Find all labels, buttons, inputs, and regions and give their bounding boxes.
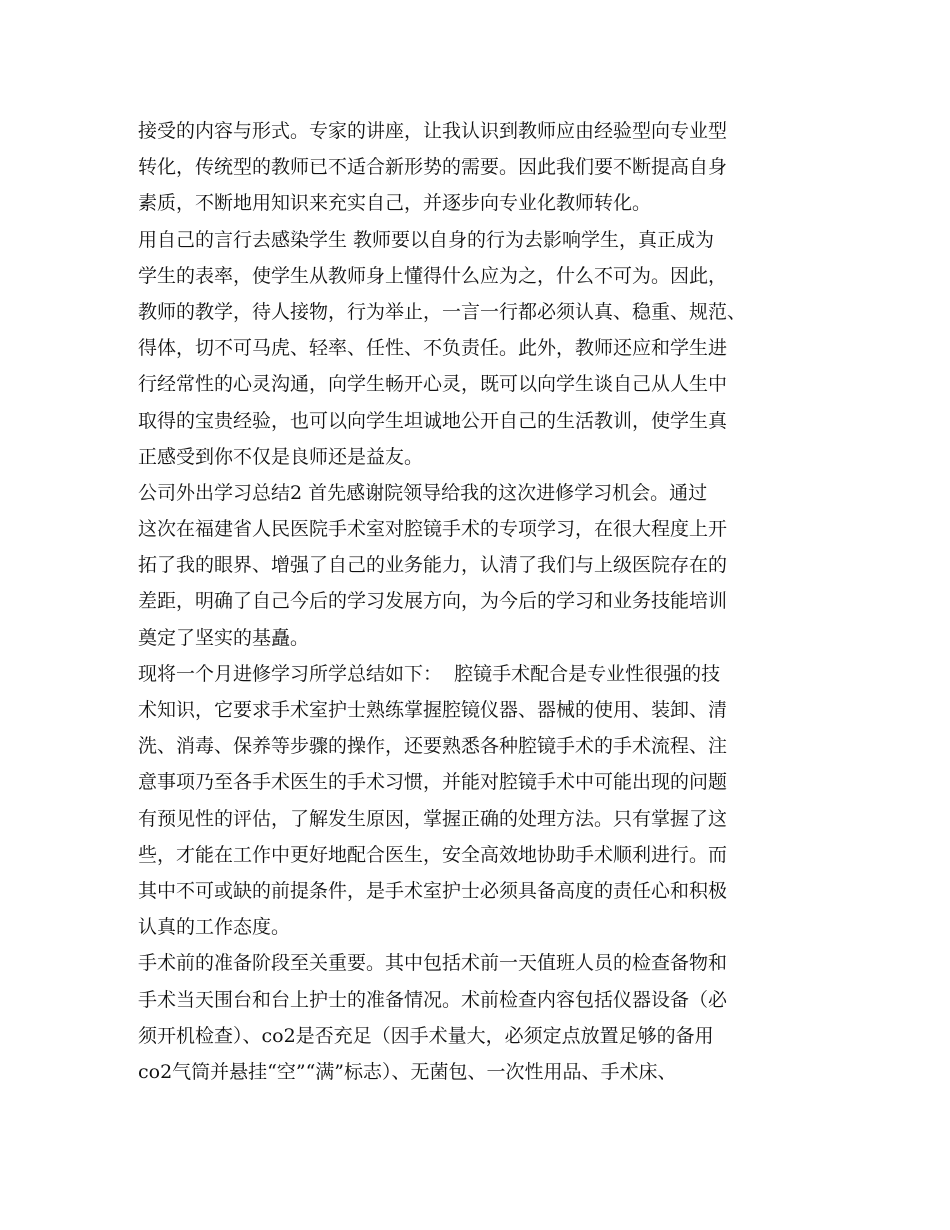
text-line: 手术当天围台和台上护士的准备情况。术前检查内容包括仪器设备（必: [138, 988, 728, 1011]
document-body: [138, 113, 838, 1090]
paragraph: [138, 945, 838, 1090]
paragraph: [138, 113, 838, 222]
text-line: 有预见性的评估，了解发生原因，掌握正确的处理方法。只有掌握了这: [138, 807, 728, 830]
text-line: 正感受到你不仅是良师还是益友。: [138, 445, 424, 468]
text-line: 这次在福建省人民医院手术室对腔镜手术的专项学习，在很大程度上开: [138, 518, 728, 541]
text-line: 洗、消毒、保养等步骤的操作，还要熟悉各种腔镜手术的手术流程、注: [138, 735, 728, 758]
text-line: 现将一个月进修学习所学总结如下： 腔镜手术配合是专业性很强的技: [138, 662, 721, 685]
text-line: 意事项乃至各手术医生的手术习惯，并能对腔镜手术中可能出现的问题: [138, 771, 728, 794]
text-line: 拓了我的眼界、增强了自己的业务能力，认清了我们与上级医院存在的: [138, 554, 728, 577]
text-line: 差距，明确了自己今后的学习发展方向，为今后的学习和业务技能培训: [138, 590, 728, 613]
text-line: 奠定了坚实的基矗。: [138, 626, 310, 649]
paragraph: [138, 222, 838, 475]
text-line: 素质，不断地用知识来充实自己，并逐步向专业化教师转化。: [138, 192, 652, 215]
text-line: 认真的工作态度。: [138, 916, 291, 939]
paragraph: [138, 475, 838, 656]
text-line: 教师的教学，待人接物，行为举止，一言一行都必须认真、稳重、规范、: [138, 300, 747, 323]
text-line: 些，才能在工作中更好地配合医生，安全高效地协助手术顺利进行。而: [138, 843, 728, 866]
text-line: 须开机检查）、co2是否充足（因手术量大，必须定点放置足够的备用: [138, 1024, 714, 1047]
text-line: 术知识，它要求手术室护士熟练掌握腔镜仪器、器械的使用、装卸、清: [138, 699, 728, 721]
text-line: 学生的表率，使学生从教师身上懂得什么应为之，什么不可为。因此，: [138, 264, 728, 287]
text-line: 公司外出学习总结2 首先感谢院领导给我的这次进修学习机会。通过: [138, 481, 708, 504]
text-line: 转化，传统型的教师已不适合新形势的需要。因此我们要不断提高自身: [138, 156, 728, 179]
text-line: 其中不可或缺的前提条件，是手术室护士必须具备高度的责任心和积极: [138, 879, 728, 902]
text-line: 得体，切不可马虎、轻率、任性、不负责任。此外，教师还应和学生进: [138, 337, 728, 360]
paragraph: [138, 656, 838, 946]
text-line: 手术前的准备阶段至关重要。其中包括术前一天值班人员的检查备物和: [138, 952, 728, 975]
text-line: 行经常性的心灵沟通，向学生畅开心灵，既可以向学生谈自己从人生中: [138, 373, 728, 396]
text-line: 取得的宝贵经验，也可以向学生坦诚地公开自己的生活教训，使学生真: [138, 409, 728, 432]
text-line: 接受的内容与形式。专家的讲座，让我认识到教师应由经验型向专业型: [138, 120, 728, 142]
text-line: 用自己的言行去感染学生 教师要以自身的行为去影响学生，真正成为: [138, 228, 715, 251]
text-line: co2气筒并悬挂“空”“满”标志）、无菌包、一次性用品、手术床、: [138, 1060, 677, 1083]
